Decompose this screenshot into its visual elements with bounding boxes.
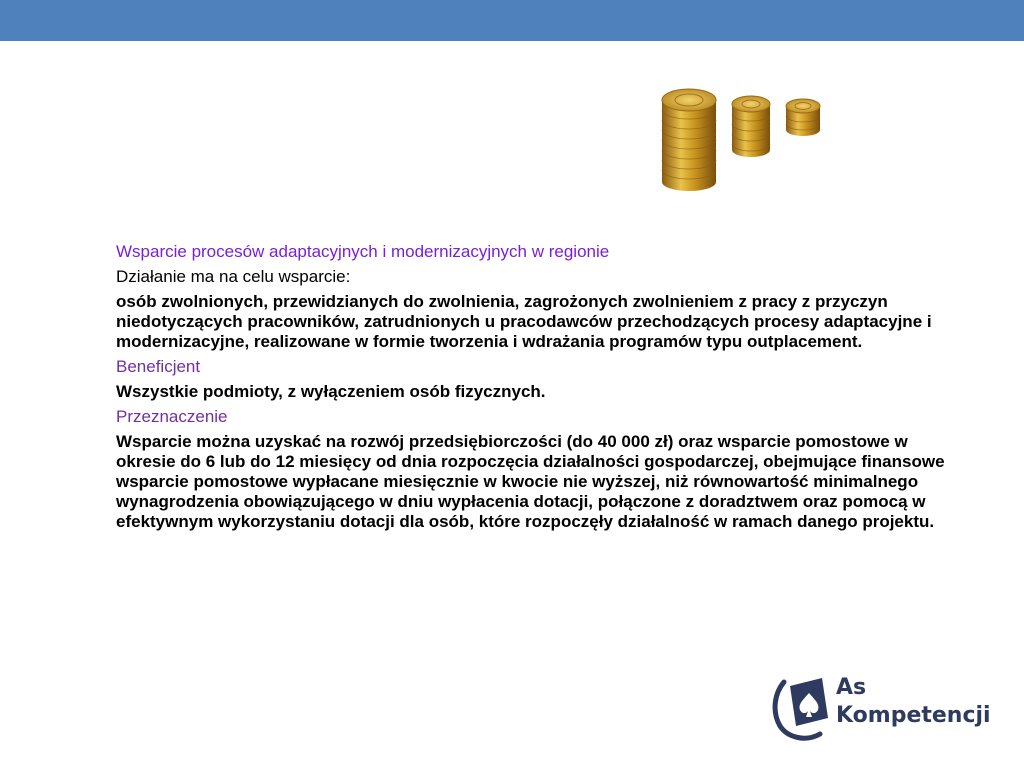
logo-line-2: Kompetencji [836,703,991,728]
slide-heading: Wsparcie procesów adaptacyjnych i modernizacyjnych w regionie [116,242,610,261]
slide-content [116,242,966,532]
coin-stacks-image [628,74,876,218]
small-coin-stack [786,99,820,136]
purpose-heading: Przeznaczenie [116,407,228,426]
top-bar [0,0,1024,41]
beneficiary-heading: Beneficjent [116,357,201,376]
big-coin-stack [662,89,716,191]
beneficiary-text: Wszystkie podmioty, z wyłączeniem osób fizycznych. [116,382,546,401]
purpose-text: Wsparcie można uzyskać na rozwój przedsiębiorczości (do 40 000 zł) oraz wsparcie pomostowe w okresie do 6 lub do 12 miesięcy od dnia rozpoczęcia działalności gospodarczej, obejmujące finansowe wsparcie pomostowe wypłacane miesięcznie w kwocie nie wyższej, niż równowartość minimalnego wynagrodzenia obowiązującego w dniu wypłacenia dotacji, połączone z doradztwem oraz pomocą w efektywnym wykorzystaniu dotacji dla osób, które rozpoczęły działalność w ramach danego projektu. [116,432,945,531]
spade-icon [775,678,828,738]
intro-text: Działanie ma na celu wsparcie: [116,267,351,286]
logo-line-1: As [836,675,867,700]
medium-coin-stack [732,96,770,157]
logo-text [836,674,991,730]
target-groups-text: osób zwolnionych, przewidzianych do zwolnienia, zagrożonych zwolnieniem z pracy z przyczyn niedotyczących pracowników, zatrudnionych u pracodawców przechodzących procesy adaptacyjne i modernizacyjne, realizowane w formie tworzenia i wdrażania programów typu outplacement. [116,292,932,351]
